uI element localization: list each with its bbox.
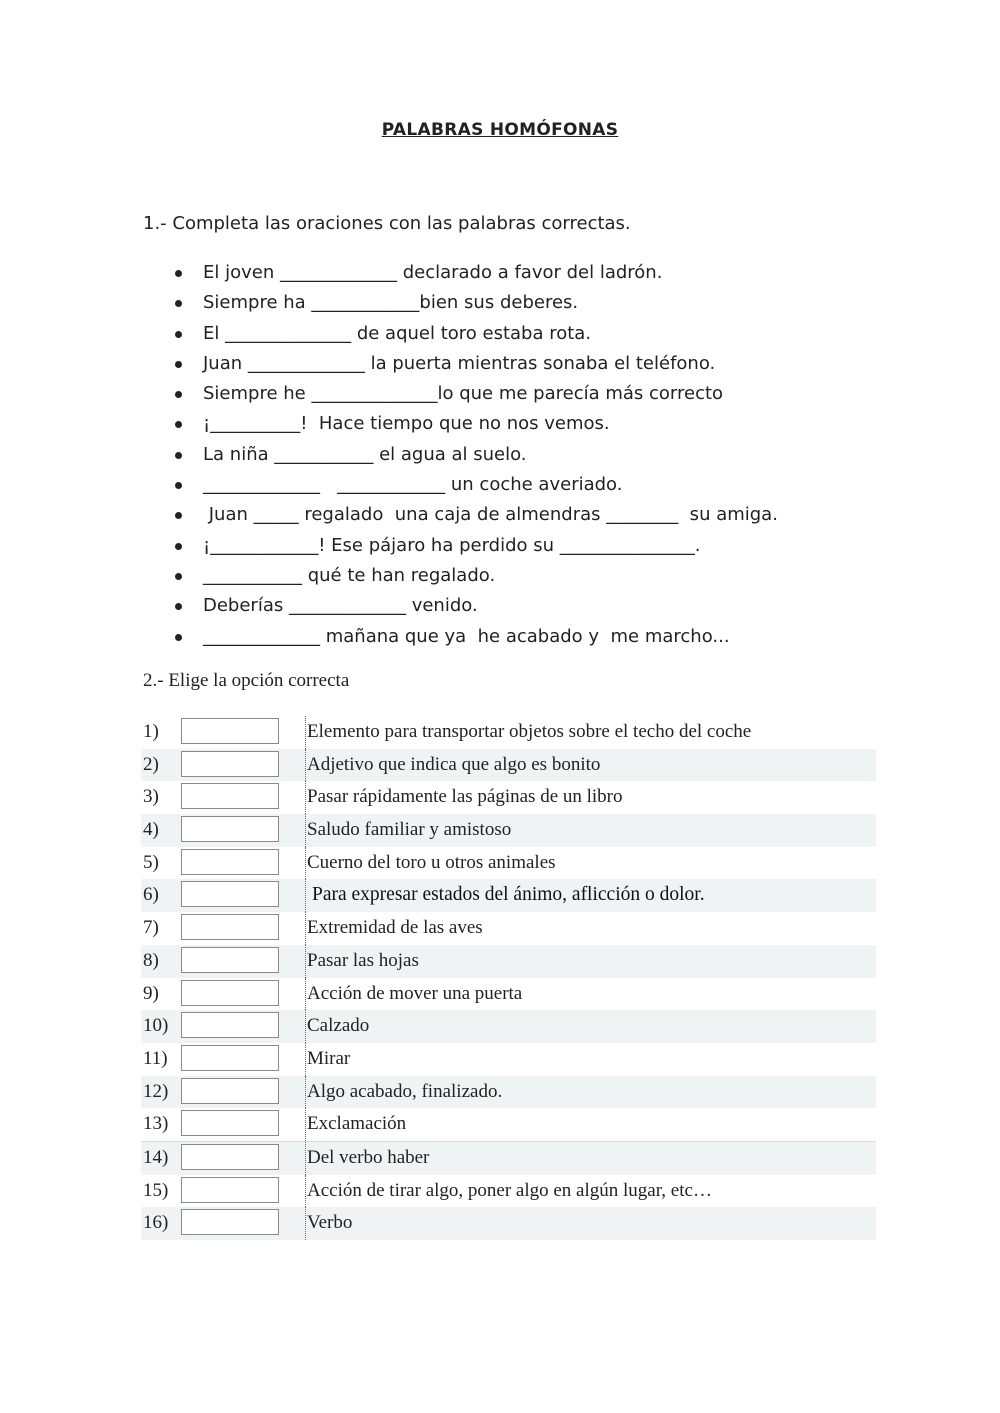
- sentence-item: [203, 349, 778, 379]
- sentence-text: ¡__________! Hace tiempo que no nos vemos.: [203, 413, 610, 435]
- item-definition: Exclamación: [307, 1113, 407, 1135]
- exercise1-sentence-list: [203, 258, 778, 652]
- sentence-item: [203, 379, 778, 409]
- bullet-icon: [175, 543, 182, 550]
- column-divider: [305, 1108, 306, 1141]
- table-row: [141, 1207, 876, 1240]
- item-number: 12): [143, 1080, 169, 1102]
- sentence-text: ___________ qué te han regalado.: [203, 564, 496, 586]
- answer-input[interactable]: [181, 1045, 279, 1071]
- bullet-icon: [175, 421, 182, 428]
- item-number: 11): [143, 1047, 168, 1069]
- column-divider: [305, 1207, 306, 1240]
- sentence-text: El joven _____________ declarado a favor del ladrón.: [203, 262, 663, 283]
- column-divider: [305, 1175, 306, 1208]
- column-divider: [305, 912, 306, 945]
- item-number: 8): [143, 949, 159, 971]
- sentence-item: [203, 561, 778, 591]
- item-number: 4): [143, 819, 159, 841]
- item-number: 10): [143, 1015, 169, 1037]
- item-number: 15): [143, 1179, 169, 1201]
- sentence-item: [203, 440, 778, 470]
- bullet-icon: [175, 331, 182, 338]
- sentence-item: [203, 500, 778, 530]
- bullet-icon: [175, 270, 182, 277]
- item-definition: Acción de tirar algo, poner algo en algún lugar, etc…: [307, 1179, 712, 1201]
- item-number: 9): [143, 982, 159, 1004]
- table-row: [141, 1043, 876, 1076]
- item-definition: Para expresar estados del ánimo, aflicción o dolor.: [312, 884, 705, 906]
- exercise2-table: [141, 716, 876, 1240]
- item-definition: Acción de mover una puerta: [307, 982, 523, 1004]
- table-row: [141, 814, 876, 847]
- sentence-text: _____________ mañana que ya he acabado y me marcho...: [203, 625, 730, 647]
- item-definition: Extremidad de las aves: [307, 917, 483, 939]
- answer-input[interactable]: [181, 849, 279, 875]
- item-number: 2): [143, 753, 159, 775]
- sentence-item: [203, 409, 778, 439]
- table-row: [141, 1108, 876, 1141]
- page-title: PALABRAS HOMÓFONAS: [381, 120, 619, 140]
- column-divider: [305, 978, 306, 1011]
- item-definition: Cuerno del toro u otros animales: [307, 851, 556, 873]
- column-divider: [305, 1076, 306, 1109]
- bullet-icon: [175, 452, 182, 459]
- table-row: [141, 781, 876, 814]
- bullet-icon: [175, 361, 182, 368]
- sentence-item: [203, 591, 778, 621]
- item-definition: Mirar: [307, 1047, 351, 1069]
- answer-input[interactable]: [181, 914, 279, 940]
- answer-input[interactable]: [181, 1144, 279, 1170]
- column-divider: [305, 749, 306, 782]
- sentence-item: [203, 288, 778, 318]
- item-definition: Del verbo haber: [307, 1146, 430, 1168]
- item-definition: Algo acabado, finalizado.: [307, 1080, 503, 1102]
- table-row: [141, 847, 876, 880]
- exercise2-instruction: 2.- Elige la opción correcta: [143, 670, 350, 691]
- bullet-icon: [175, 482, 182, 489]
- table-row: [141, 716, 876, 749]
- sentence-item: [203, 319, 778, 349]
- bullet-icon: [175, 300, 182, 307]
- item-number: 16): [143, 1212, 169, 1234]
- column-divider: [305, 814, 306, 847]
- answer-input[interactable]: [181, 1110, 279, 1136]
- sentence-text: El ______________ de aquel toro estaba rota.: [203, 322, 592, 344]
- table-row: [141, 912, 876, 945]
- bullet-icon: [175, 512, 182, 519]
- sentence-text: _____________ ____________ un coche averiado.: [203, 474, 623, 496]
- sentence-item: [203, 531, 778, 561]
- sentence-item: [203, 622, 778, 652]
- bullet-icon: [175, 391, 182, 398]
- item-number: 14): [143, 1146, 169, 1168]
- item-definition: Calzado: [307, 1015, 370, 1037]
- item-definition: Elemento para transportar objetos sobre el techo del coche: [307, 721, 752, 742]
- item-definition: Adjetivo que indica que algo es bonito: [307, 753, 601, 775]
- item-definition: Verbo: [307, 1212, 353, 1234]
- column-divider: [305, 1142, 306, 1175]
- exercise1-instruction: 1.- Completa las oraciones con las palabras correctas.: [143, 213, 631, 234]
- answer-input[interactable]: [181, 783, 279, 809]
- bullet-icon: [175, 634, 182, 641]
- sentence-text: La niña ___________ el agua al suelo.: [203, 443, 527, 465]
- answer-input[interactable]: [181, 1177, 279, 1203]
- bullet-icon: [175, 603, 182, 610]
- table-row: [141, 1175, 876, 1208]
- table-row: [141, 749, 876, 782]
- sentence-text: Siempre he ______________lo que me parecía más correcto: [203, 383, 724, 405]
- table-row: [141, 978, 876, 1011]
- sentence-text: Deberías _____________ venido.: [203, 595, 478, 617]
- column-divider: [305, 879, 306, 912]
- table-row: [141, 879, 876, 912]
- column-divider: [305, 1043, 306, 1076]
- sentence-item: [203, 470, 778, 500]
- table-row: [141, 945, 876, 978]
- answer-input[interactable]: [181, 718, 279, 744]
- bullet-icon: [175, 573, 182, 580]
- answer-input[interactable]: [181, 816, 279, 842]
- answer-input[interactable]: [181, 751, 279, 777]
- sentence-text: Siempre ha ____________bien sus deberes.: [203, 292, 579, 314]
- answer-input[interactable]: [181, 1012, 279, 1038]
- item-definition: Saludo familiar y amistoso: [307, 819, 512, 841]
- item-number: 13): [143, 1113, 169, 1135]
- item-number: 3): [143, 786, 159, 808]
- sentence-text: Juan _____ regalado una caja de almendras ________ su amiga.: [203, 504, 778, 526]
- answer-input[interactable]: [181, 1209, 279, 1235]
- column-divider: [305, 847, 306, 880]
- table-row: [141, 1141, 876, 1175]
- answer-input[interactable]: [181, 1078, 279, 1104]
- column-divider: [305, 945, 306, 978]
- table-row: [141, 1010, 876, 1043]
- item-number: 1): [143, 721, 159, 742]
- table-row: [141, 1076, 876, 1109]
- item-number: 7): [143, 917, 159, 939]
- item-definition: Pasar las hojas: [307, 949, 419, 971]
- item-definition: Pasar rápidamente las páginas de un libro: [307, 786, 623, 808]
- sentence-item: [203, 258, 778, 288]
- answer-input[interactable]: [181, 947, 279, 973]
- column-divider: [305, 716, 306, 749]
- column-divider: [305, 781, 306, 814]
- item-number: 5): [143, 851, 159, 873]
- answer-input[interactable]: [181, 980, 279, 1006]
- item-number: 6): [143, 884, 159, 906]
- column-divider: [305, 1010, 306, 1043]
- sentence-text: ¡____________! Ese pájaro ha perdido su _______________.: [203, 534, 701, 556]
- sentence-text: Juan _____________ la puerta mientras sonaba el teléfono.: [203, 352, 716, 374]
- answer-input[interactable]: [181, 881, 279, 907]
